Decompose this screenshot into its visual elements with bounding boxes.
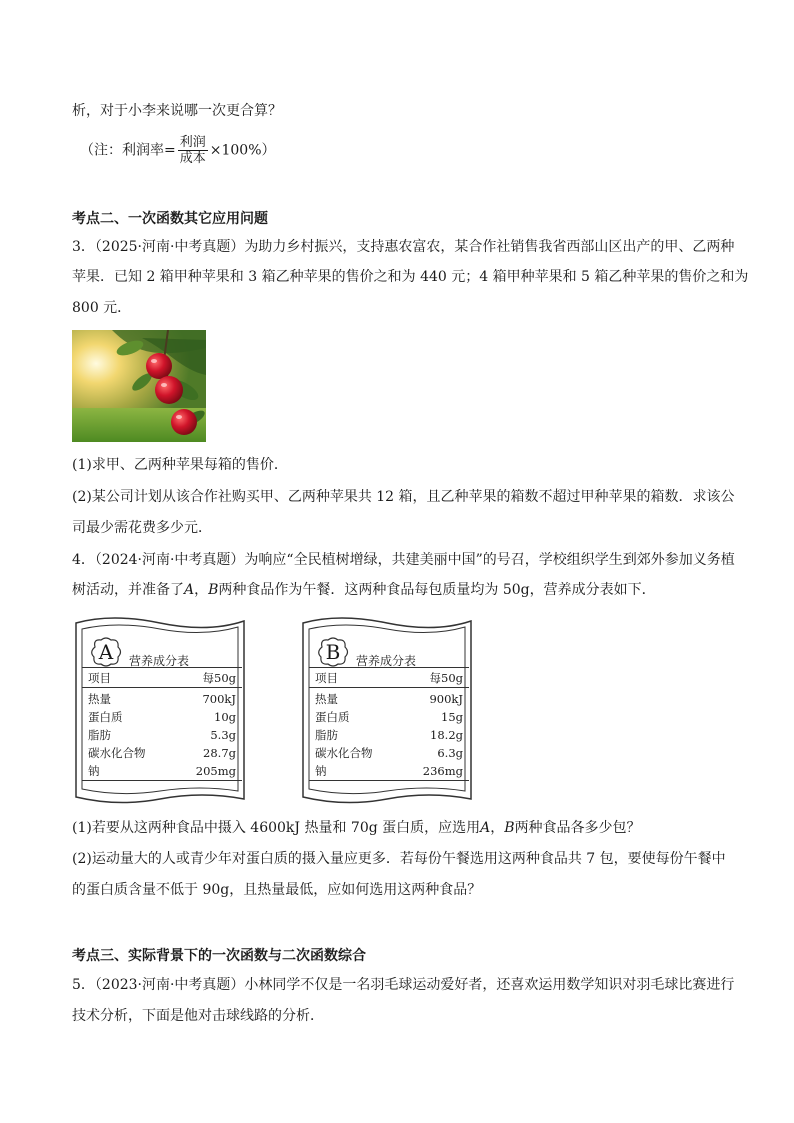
q4-sub1-start: (1)若要从这两种食品中摄入 4600kJ 热量和 70g 蛋白质，应选用 bbox=[72, 820, 481, 836]
q3-line3: 800 元． bbox=[72, 300, 132, 316]
q3-sub2-line1: (2)某公司计划从该合作社购买甲、乙两种苹果共 12 箱，且乙种苹果的箱数不超过甲种苹果的箱数．求该公 bbox=[72, 489, 735, 505]
q4-sub2-line2: 的蛋白质含量不低于 90g，且热量最低，应如何选用这两种食品？ bbox=[72, 882, 482, 898]
table-row: 钠 205mg bbox=[82, 762, 242, 781]
q4-line2-end: 两种食品作为午餐．这两种食品每包质量均为 50g，营养成分表如下． bbox=[218, 582, 656, 598]
table-row: 热量 900kJ bbox=[315, 692, 463, 706]
nutrition-card-b bbox=[299, 615, 479, 805]
table-row: 碳水化合物 6.3g bbox=[315, 746, 463, 760]
card-b-title: 营养成分表 bbox=[356, 654, 417, 668]
var-b: B bbox=[208, 582, 219, 598]
separator: ， bbox=[490, 820, 505, 836]
card-b-badge bbox=[316, 637, 350, 667]
q3-line2: 苹果．已知 2 箱甲种苹果和 3 箱乙种苹果的售价之和为 440 元；4 箱甲种苹果和 5 箱乙种苹果的售价之和为 bbox=[72, 269, 749, 285]
fraction-denominator: 成本 bbox=[179, 151, 206, 166]
note-suffix: ×100%） bbox=[209, 142, 276, 159]
separator: ， bbox=[194, 582, 209, 598]
table-row: 钠 236mg bbox=[309, 762, 469, 781]
card-a-title: 营养成分表 bbox=[129, 654, 190, 668]
card-b-letter: B bbox=[325, 640, 341, 664]
card-b-table bbox=[309, 667, 469, 781]
profit-rate-note bbox=[80, 135, 276, 166]
q4-sub2-line1: (2)运动量大的人或青少年对蛋白质的摄入量应更多．若每份午餐选用这两种食品共 7 包，要使每份午餐中 bbox=[72, 851, 726, 867]
card-a-badge bbox=[89, 637, 123, 667]
q4-line1: 4．（2024·河南·中考真题）为响应“全民植树增绿，共建美丽中国”的号召，学校组织学生到郊外参加义务植 bbox=[72, 552, 735, 568]
fraction-numerator: 利润 bbox=[179, 135, 206, 150]
profit-fraction bbox=[178, 135, 208, 166]
card-a-letter: A bbox=[98, 640, 114, 664]
table-row: 蛋白质 15g bbox=[315, 710, 463, 724]
col-item-header: 项目 bbox=[82, 668, 173, 688]
q4-line2 bbox=[72, 580, 656, 600]
table-row: 脂肪 18.2g bbox=[315, 728, 463, 742]
q5-line1: 5．（2023·河南·中考真题）小林同学不仅是一名羽毛球运动爱好者，还喜欢运用数学知识对羽毛球比赛进行 bbox=[72, 977, 735, 993]
q4-sub1 bbox=[72, 818, 641, 838]
var-a: A bbox=[480, 820, 491, 836]
note-prefix: （注：利润率= bbox=[80, 142, 176, 159]
col-per50g-header: 每50g bbox=[173, 668, 242, 688]
q5-line2: 技术分析，下面是他对击球线路的分析． bbox=[72, 1008, 324, 1024]
intro-line: 析，对于小李来说哪一次更合算？ bbox=[72, 103, 282, 119]
table-row: 蛋白质 10g bbox=[88, 710, 236, 724]
section3-heading: 考点三、实际背景下的一次函数与二次函数综合 bbox=[72, 948, 366, 964]
q3-line1: 3．（2025·河南·中考真题）为助力乡村振兴，支持惠农富农，某合作社销售我省西部山区出产的甲、乙两种 bbox=[72, 239, 735, 255]
q3-sub1: (1)求甲、乙两种苹果每箱的售价． bbox=[72, 457, 288, 473]
col-per50g-header: 每50g bbox=[400, 668, 469, 688]
var-b: B bbox=[504, 820, 515, 836]
q4-sub1-end: 两种食品各多少包？ bbox=[514, 820, 641, 836]
table-row: 脂肪 5.3g bbox=[88, 728, 236, 742]
table-row: 热量 700kJ bbox=[88, 692, 236, 706]
card-a-table bbox=[82, 667, 242, 781]
nutrition-card-a bbox=[72, 615, 252, 805]
section2-heading: 考点二、一次函数其它应用问题 bbox=[72, 211, 268, 227]
var-a: A bbox=[184, 582, 195, 598]
q4-line2-start: 树活动，并准备了 bbox=[72, 582, 184, 598]
apple-photo bbox=[72, 330, 206, 442]
q3-sub2-line2: 司最少需花费多少元． bbox=[72, 520, 212, 536]
col-item-header: 项目 bbox=[309, 668, 400, 688]
table-row: 碳水化合物 28.7g bbox=[88, 746, 236, 760]
